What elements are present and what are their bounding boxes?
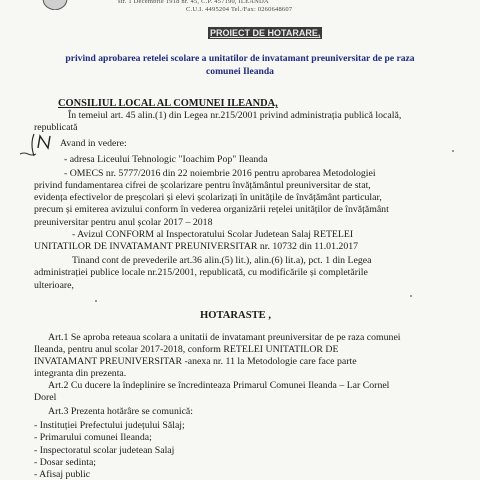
considering-item: precum și emiterea avizului conform în vederea organizării rețelei unităților de învățământ <box>34 204 389 215</box>
legal-basis-line: republicată <box>34 122 78 133</box>
header-contact: C.U.I. 4495204 Tel./Fax: 0260648607 <box>186 6 293 13</box>
considering-item: administrației publice locale nr.215/2001, republicată, cu modificările și completările <box>34 267 368 278</box>
scan-speck <box>410 295 412 297</box>
considering-item: - adresa Liceului Tehnologic "Ioachim Pop" Ileanda <box>64 154 268 165</box>
considering-item: ulterioare, <box>34 280 74 291</box>
article-line: Art.2 Cu ducere la îndeplinire se încredinteaza Primarul Comunei Ileanda – Lar Cornel <box>48 380 390 391</box>
considering-item: privind fundamentarea cifrei de școlarizare pentru învățământul preuniversitar de stat, <box>34 180 371 191</box>
recipient-item: - Afisaj public <box>34 469 91 480</box>
article-line: Art.3 Prezenta hotărâre se comunică: <box>48 406 193 417</box>
considering-heading: Avand in vedere: <box>60 138 127 149</box>
project-title: PROIECT DE HOTARARE, <box>210 28 321 38</box>
article-line: Dorel <box>34 392 57 403</box>
recipient-item: - Dosar sedinta; <box>34 457 97 468</box>
considering-item: - Avizul CONFORM al Inspectoratului Scolar Judetean Salaj RETELEI <box>72 229 354 240</box>
scan-speck <box>95 300 97 302</box>
article-line: INVATAMANT PREUNIVERSITAR -anexa nr. 11 la Metodologie care face parte <box>34 356 357 367</box>
considering-item: Tinand cont de prevederile art.36 alin.(5) lit.), alin.(6) lit.a), pct. 1 din Legea <box>72 255 372 266</box>
recipient-item: - Primarului comunei Ileanda; <box>34 432 152 443</box>
scan-speck <box>452 150 454 152</box>
coat-of-arms-icon <box>40 0 70 10</box>
considering-item: - OMECS nr. 5777/2016 din 22 noiembrie 2016 pentru aprobarea Metodologiei <box>64 168 376 179</box>
council-heading: CONSILIUL LOCAL AL COMUNEI ILEANDA, <box>58 98 278 109</box>
recipient-item: - Inspectoratul scolar judetean Salaj <box>34 445 175 456</box>
recipient-item: - Instituției Prefectului județului Sălaj; <box>34 420 185 431</box>
legal-basis-line: În temeiul art. 45 alin.(1) din Legea nr.215/2001 privind administrația publică locală, <box>68 110 402 121</box>
article-line: Art.1 Se aproba reteaua scolara a unitatii de invatamant preuniversitar de pe raza comunei <box>48 332 401 343</box>
article-line: Ileanda, pentru anul scolar 2017-2018, conform RETELEI UNITATILOR DE <box>34 344 339 355</box>
subject-line-1: privind aprobarea retelei scolare a unitatilor de invatamant preuniversitar de pe raza <box>65 53 415 64</box>
considering-item: preuniversitar pentru anul școlar 2017 – 2018 <box>34 217 213 228</box>
considering-item: evidența efectivelor de preșcolari și elevi școlarizați în unitățile de învățământ particular, <box>34 192 382 203</box>
article-line: integranta din prezenta. <box>34 368 127 379</box>
subject-line-2: comunei Ileanda <box>206 66 274 77</box>
decide-heading: HOTARASTE , <box>200 310 272 321</box>
considering-item: UNITATILOR DE INVATAMANT PREUNIVERSITAR nr. 10732 din 11.01.2017 <box>34 241 359 252</box>
header-address: str. 1 Decembrie 1918 nr. 45, C.P. 457190, ILEANDA <box>118 0 269 5</box>
handwritten-mark <box>18 130 54 176</box>
